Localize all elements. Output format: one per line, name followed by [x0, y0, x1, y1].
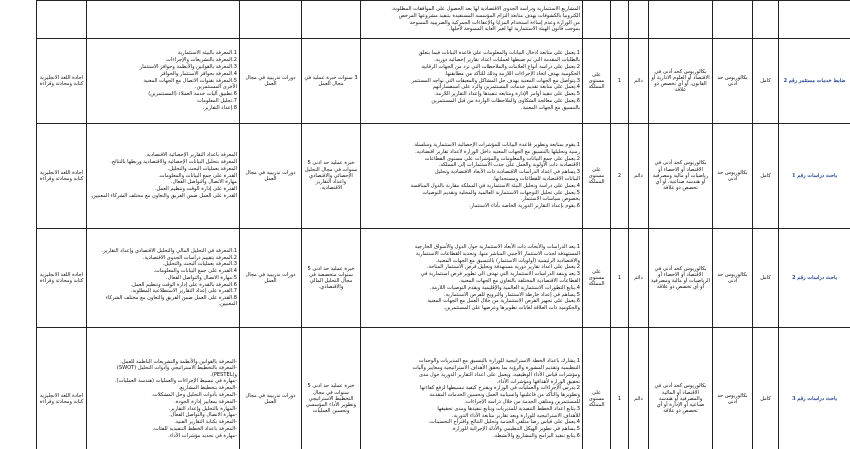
table-row — [37, 229, 850, 328]
task-line: 4.يتابع التطورات الاستثمارية العالمية والإقليمية ويقدم التوصيات اللازمة. — [429, 284, 580, 291]
skill-line: 4.القدرة على جمع البيانات والمعلومات. — [153, 268, 237, 275]
skills-cell — [87, 229, 240, 328]
status-cell: كامل — [753, 39, 779, 124]
task-line: البيانات الاقتصادية للقطاعات ومستجداتها. — [492, 176, 580, 182]
skill-line: 8.القدرة على العمل ضمن الفريق والتعاون مع مختلف الشركاء المعنيين. — [105, 295, 237, 308]
experience-cell: خبرة عملية حد ادنى 5 سنوات في مجال التخطيط الاستراتيجي وتطوير الأداء المؤسسي وتحسين العمليات — [302, 328, 361, 449]
training-cell: دورات تدريبية في مجال العمل — [240, 124, 302, 229]
skill-line: -المعرفة بالتخطيط الاستراتيجي وأدوات التحليل (SWOT) و(PESTEL). — [116, 365, 237, 378]
job-vacancies-table — [36, 0, 850, 449]
skills-list — [89, 50, 237, 111]
skill-line: -المعرفة بأدوات التحليل وحل المشكلات. — [151, 391, 237, 398]
job-title: باحث دراسات رقم 1 — [779, 124, 850, 229]
task-line: القطاعات الاقتصادية المختلفة بالتعاون مع الجهات المعنية. — [458, 278, 580, 284]
task-line: الاقتصادية ذات الأولوية والعمل على جذب الاستثمارات إلى المملكة. — [438, 162, 580, 169]
tasks-list — [363, 50, 580, 111]
tasks-list — [363, 244, 580, 311]
status-cell: كامل — [753, 124, 779, 229]
skill-line: 2.المعرفة بالتشريعات والإجراءات — [166, 57, 237, 64]
task-line: 2.يعمل على دراسة أنواع العلامات والملاحظات التي ترد من الجهات الرقابية — [421, 64, 580, 70]
task-line: 1.يشارك باعداد الخطة الاستراتيجية للوزارة بالتنسيق مع المديريات والوحدات — [418, 358, 580, 365]
grade-cell: بكالوريوس حد ادنى — [713, 124, 753, 229]
skills-cell — [87, 328, 240, 449]
type-cell: دائم — [629, 124, 649, 229]
experience-cell: خبرة عملية حد ادنى 5 سنوات في مجال التحليل الإحصائي والاقتصادي واعداد التقارير الاقتصادية. — [302, 124, 361, 229]
count-cell: 1 — [611, 229, 629, 328]
task-line: 4.يعمل على دراسة وتحليل البيئة الاستثمارية في المملكة مقارنة بالدول المنافسة — [410, 182, 580, 189]
skill-line: 7.القدرة على إعداد التقارير الاستطلاعية المطلوبة. — [130, 288, 237, 295]
skill-line: 1.المعرفة بالبيئة الاستثمارية — [177, 50, 237, 57]
skill-line: -المهارة بالتحليل وإعداد التقارير. — [168, 405, 237, 412]
task-line: 5.يساهم في إعداد خارطة الاستثمار والترويج للفرص الاستثمارية. — [444, 291, 580, 298]
task-line: 2.يعمل على جمع البيانات والمعلومات والمؤشرات على مستوى القطاعات — [424, 155, 580, 162]
skill-line: القدرة على العمل ضمن الفريق والتعاون مع مختلف الشركاء المعنيين. — [90, 192, 237, 199]
qualification-cell: بكالوريوس كحد أدنى في الاقتصاد أو العلوم الادارية أو القانون، أو أي تخصص ذو علاقة — [649, 39, 713, 124]
skill-line: -المعرفة بكتابة التقارير الفنية. — [174, 419, 237, 426]
task-line: المستهدفة لجذب الاستثمار الأجنبي المباشر منها، وتحديد القطاعات الاستثمارية — [415, 250, 580, 257]
task-line: 6.يقوم بإعداد التقارير الدورية الخاصة بأداء الاستثمار. — [469, 203, 580, 210]
task-line: 4.يعمل على قياس رضا متلقي الخدمة وتحليل النتائج واقتراح التحسينات. — [428, 419, 580, 426]
table-row — [37, 328, 850, 449]
task-line: 5.يساهم في تطوير الهيكل التنظيمي والأدلة الإجرائية للوزارة. — [451, 426, 580, 433]
skill-line: 3.المعرفة بعمليات البحث والتحليل. — [162, 261, 237, 268]
experience-cell: خبرة عملية حد ادنى 5 سنوات متخصصة في مجال التحليل المالي والاقتصادي. — [302, 229, 361, 328]
tasks-list — [363, 142, 580, 209]
task-line: من الوزارة وعدم إساءة استخدام المزايا والإعفاءات الجمركية والضريبية الممنوحة — [409, 19, 580, 26]
task-line: وتطويرها والتأكد من فاعليتها وانسيابية العمل وتحسين الخدمات المقدمة — [429, 392, 580, 399]
skill-line: 8.إعداد التقارير. — [202, 104, 237, 111]
skills-list — [89, 248, 237, 308]
qualification-cell: بكالوريوس كحد أدنى في الاقتصاد أو الاحصاء أو الرياضيات أو مالية ومصرفية أو أي تخصص ذو علاقة — [649, 229, 713, 328]
table-row — [37, 124, 850, 229]
tasks-cell — [361, 328, 583, 449]
task-line: 4.يعمل على متابعة تقديم خدمات المستثمرين والرد على استفساراتهم — [432, 84, 580, 91]
skill-line: المعرفة بتحليل البيانات الإحصائية والاقتصادية وربطها بالنتائج. — [110, 159, 237, 165]
task-line: بالتنسيق مع الجهات المعنية. — [521, 104, 580, 111]
task-line: الحكومية بهدف اتخاذ الإجراءات اللازمة وذلك للتأكد من مطابقتها. — [444, 70, 580, 77]
skills-cell — [87, 39, 240, 124]
task-line: 6.يتابع تنفيذ البرامج والمشاريع والأنشطة. — [493, 432, 580, 439]
level-cell: على مستوى المملكة — [583, 328, 611, 449]
skills-list — [89, 152, 237, 199]
job-title: باحث دراسات رقم 3 — [779, 328, 850, 449]
task-line: للأهداف الاستراتيجية للوزارة ويعد تقارير متابعة الأداء الدورية. — [451, 412, 580, 419]
languages-cell: اجادة اللغة الانجليزية كتابة ومحادثة وقراءة — [37, 39, 87, 124]
task-line: تحقيق الوزارة لأهدافها ومؤشرات الأداء. — [496, 378, 580, 385]
type-cell: دائم — [629, 39, 649, 124]
job-title: ضابط خدمات مستثمر رقم 2 — [779, 39, 850, 124]
task-line: 1.يقوم بمتابعة وتطوير قاعدة البيانات للمؤشرات الإحصائية الاستثمارية وسلسلة — [414, 142, 580, 149]
table-row-continued — [37, 1, 850, 39]
task-line: 1.يعد الدراسات والأبحاث ذات الأبعاد الاستثمارية حول الدول والأسواق الخارجية — [414, 244, 580, 251]
skill-line: -المعرفة باعداد الخطط التنفيذية للفئات. — [152, 425, 237, 432]
experience-cell: 3 سنوات خبرة عملية في مجال العمل — [302, 39, 361, 124]
level-cell: على مستوى المملكة — [583, 124, 611, 229]
skills-cell — [87, 124, 240, 229]
task-line: 3.يساهم في اعداد الدراسات الاقتصادية ذات الأبعاد الاقتصادية وتحليل — [434, 169, 580, 176]
task-line: 6.يعمل على تجهيز الفرص الاستثمارية من خلال العمل مع الجهات المعنية — [427, 298, 580, 305]
task-line: 2.يدرس الإجراءات والعمليات في الوزارة ويقترح كيفية تبسيطها لرفع كفاءتها — [420, 385, 580, 392]
skill-line: 5.مهارة الاتصال والتواصل الفعال. — [166, 274, 237, 281]
skill-line: 2.المعرفة بتقييم دراسات الجدوى الاقتصادية. — [142, 254, 237, 261]
count-cell: 1 — [611, 328, 629, 449]
qualification-cell: بكالوريوس كحد أدنى في الاقتصاد أو المالية والمصرفية أو هندسة صناعية أو الإدارة أو أي تخصص ذو علاقة — [649, 328, 713, 449]
task-line: الكترونيا بالكشوفات بهدف متابعة التزام المؤسسة المستفيدة بتنفيذ مشروعها المرخص — [398, 12, 580, 19]
skill-line: 5.المعرفة بقنوات الاتصال مع الجهات المعنية — [143, 77, 237, 84]
status-cell: كامل — [753, 328, 779, 449]
skill-line: -المعرفة بالقوانين والأنظمة والتشريعات الناظمة للعمل. — [120, 358, 237, 365]
grade-cell: بكالوريوس حد ادنى — [713, 39, 753, 124]
level-cell: على مستوى المملكة — [583, 39, 611, 124]
skill-line: -المعرفة بمعايير إدارة الجودة. — [174, 398, 237, 405]
tasks-cell — [361, 39, 583, 124]
tasks-cell — [361, 124, 583, 229]
skill-line: -مهارة في تبسيط الإجراءات والعمليات (هندسة العمليات). — [115, 378, 237, 385]
task-line: التنظيمية وتقديم المشورة والرؤية بما يحقق الأهداف الاستراتيجية ومعايير وآليات — [412, 365, 580, 372]
skill-line: المعرفة بعمليات البحث والتحليل. — [167, 165, 237, 172]
task-line: زمنية وتحليلها بالتنسيق مع الجهات المعنية داخل الوزارة لاعداد تقارير اقتصادية. — [415, 148, 580, 155]
task-line: والحكومية ذات العلاقة لغايات تطويرها وعرضها على المستثمرين. — [443, 305, 580, 312]
skill-line: 6.المعرفة بالقدرة على إدارة الوقت وتنظيم العمل. — [130, 281, 237, 288]
skills-list — [89, 359, 237, 439]
languages-cell: اجادة اللغة الانجليزية كتابة ومحادثة وقراءة — [37, 328, 87, 449]
job-title: باحث دراسات رقم 2 — [779, 229, 850, 328]
training-cell: دورات تدريبية في مجال العمل — [240, 39, 302, 124]
grade-cell: بكالوريوس حد ادنى — [713, 328, 753, 449]
skill-line: المعرفة باعداد التقارير الإحصائية الاقتصادية. — [145, 152, 237, 159]
level-cell: على مستوى المملكة — [583, 229, 611, 328]
grade-cell: بكالوريوس حد ادنى — [713, 229, 753, 328]
task-line: المشاريع الاستثمارية ودراسة الجدوى الاقتصادية لها بعد الحصول على الموافقات المطلوبة. — [391, 5, 580, 12]
skill-line: 1.المعرفة في التحليل المالي والتحليل الاقتصادي وإعداد التقارير. — [101, 247, 237, 254]
skill-line: القدرة على إدارة الوقت وتنظيم العمل. — [154, 186, 237, 193]
status-cell: كامل — [753, 229, 779, 328]
tasks-cell — [361, 1, 583, 39]
tasks-cell — [361, 229, 583, 328]
task-line: 1.يعمل على متابعة ادخال البيانات والمعلومات على قاعدة البيانات فيما يتعلق — [418, 50, 580, 57]
type-cell: دائم — [629, 229, 649, 328]
tasks-list — [363, 6, 580, 33]
skill-line: 3.المعرفة بالقوانين والأنظمة وحوافز الاستثمار — [139, 64, 237, 70]
count-cell: 1 — [611, 39, 629, 124]
task-line: 3.يعد وينفذ الدراسات الاستثمارية التي تهدف الى تطوير فرص استثمارية في — [420, 271, 580, 278]
training-cell: دورات تدريبية في مجال العمل — [240, 328, 302, 449]
table-row — [37, 39, 850, 124]
task-line: 6.يعمل على معالجة الشكاوى والملاحظات الواردة من قبل المستثمرين — [431, 97, 580, 104]
languages-cell: اجادة اللغة الانجليزية كتابة ومحادثة وقراءة — [37, 229, 87, 328]
task-line: بموجب قانون الهيئة الاستثمارية لها لغير الغاية الممنوحة لأجلها. — [449, 26, 580, 33]
task-line: بخصوص سياسات الاستثمار. — [520, 196, 580, 203]
type-cell: دائم — [629, 328, 649, 449]
task-line: 2.يعمل على اعداد تقارير دورية مستهدفة وتحليل فرص الاستثمار المتاحة. — [426, 264, 580, 271]
task-line: 5.يعمل على تنفيذ أوامر الإدارة ومتابعة تنفيذها وإعداد التقارير اللازمة. — [434, 91, 580, 98]
task-line: 5.يعمل على تحليل التوجهات الاستثمارية العالمية والمحلية وتقديم التوصيات — [422, 189, 580, 196]
qualification-cell: بكالوريوس كحد أدنى في الاقتصاد أو الاحصاء أو رياضيات أو مالية ومصرفية أو هندسة صناعية، أو أي تخصص ذو علاقة — [649, 124, 713, 229]
tasks-list — [363, 358, 580, 439]
skill-line: 7.تحليل المعلومات — [196, 97, 237, 104]
task-line: للمستثمرين ومتلقي الخدمة من خلال دراسة الإجراءات. — [464, 399, 580, 405]
task-line: 3.يتابع اعداد الخطط التنفيذية للمديريات ويتابع تنفيذها ومدى تحقيقها — [437, 405, 580, 412]
count-cell: 2 — [611, 124, 629, 229]
skill-line: -مهارة الاتصال والتواصل الفعال. — [169, 412, 237, 419]
skill-line: القدرة على جمع البيانات والمعلومات. — [158, 172, 237, 179]
task-line: والاقتصادية الرئيسية (أولويات الاستثمار) بالتنسيق مع الجهات المعنية. — [435, 257, 580, 264]
languages-cell: اجادة اللغة الانجليزية كتابة ومحادثة وقراءة — [37, 124, 87, 229]
skill-line: 4.المعرفة بحوافز الاستثمار والحوافز — [160, 70, 237, 77]
skill-line: -مهارة في تحديد مؤشرات الأداء. — [168, 432, 237, 439]
skill-line: الأخرى المستثمرين. — [194, 84, 237, 91]
training-cell: دورات تدريبية في مجال العمل — [240, 229, 302, 328]
task-line: ومؤشرات قياس الأداء الوظيفية، ويعمل على اعداد التقارير الدورية حول مدى — [419, 371, 580, 378]
skill-line: -المعرفة بتخطيط المشاريع. — [178, 385, 237, 392]
task-line: بالطلبات المقدمة التي تم ضبطها لعمليات اعداد تقارير إحصائية دورية. — [434, 57, 580, 64]
skill-line: مهارة الاتصال والتواصل الفعال. — [170, 179, 237, 186]
skill-line: 6.تطبيق آليات خدمة العملاء (المستثمرين) — [148, 91, 237, 98]
task-line: 3.يتواصل مع الجهات المعنية بهدف حل المشاكل والمعيقات التي تواجه المستثمر — [411, 77, 580, 84]
page-margin — [0, 0, 36, 449]
